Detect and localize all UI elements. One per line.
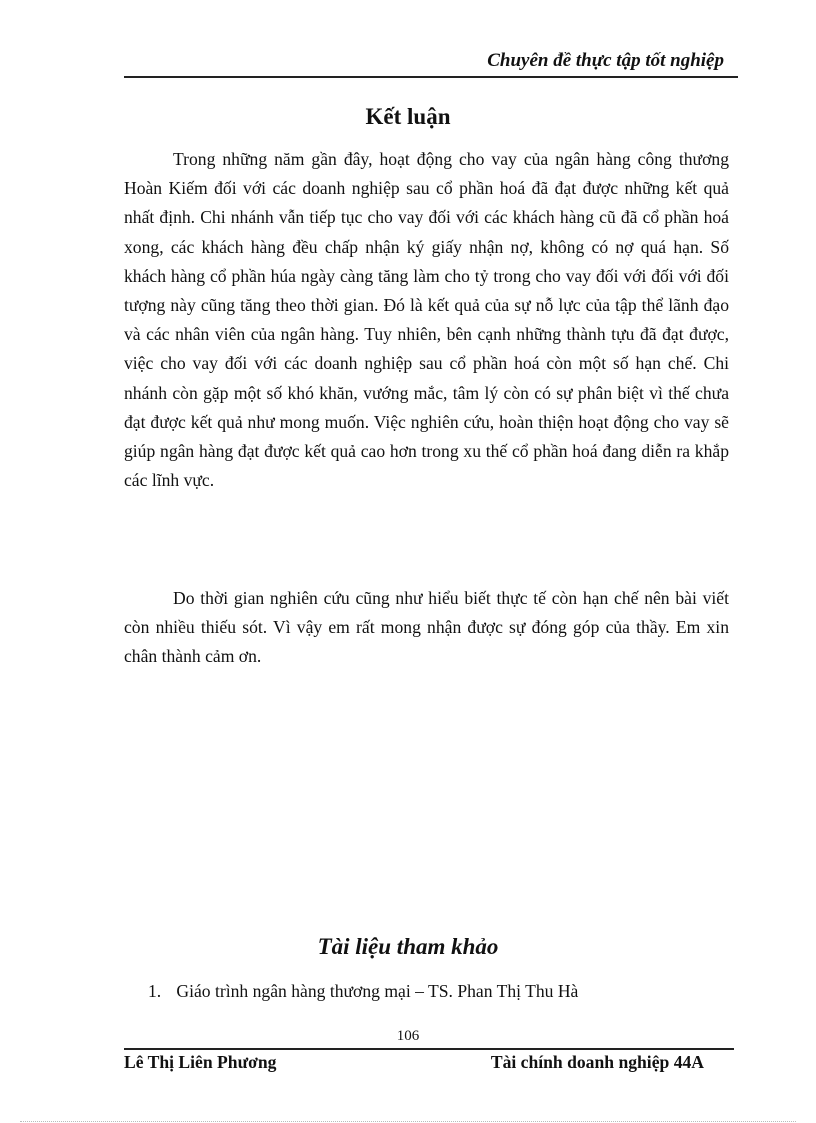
- reference-number: 1.: [148, 981, 162, 1001]
- conclusion-paragraph-1: Trong những năm gần đây, hoạt động cho vay của ngân hàng công thương Hoàn Kiếm đối với các doanh nghiệp sau cổ phần hoá đã đạt được những kết quả nhất định. Chi nhánh vẫn tiếp tục cho vay đối với các khách hàng cũ đã cổ phần hoá xong, các khách hàng đều chấp nhận ký giấy nhận nợ, không có nợ quá hạn. Số khách hàng cổ phần húa ngày càng tăng làm cho tỷ trong cho vay đối với đối với đối tượng này cũng tăng theo thời gian. Đó là kết quả của sự nỗ lực của tập thể lãnh đạo và các nhân viên của ngân hàng. Tuy nhiên, bên cạnh những thành tựu đã đạt được, việc cho vay đối với các doanh nghiệp sau cổ phần hoá còn một số hạn chế. Chi nhánh còn gặp một số khó khăn, vướng mắc, tâm lý còn có sự phân biệt vì thế chưa đạt được kết quả như mong muốn. Việc nghiên cứu, hoàn thiện hoạt động cho vay sẽ giúp ngân hàng đạt được kết quả cao hơn trong xu thế cổ phần hoá đang diễn ra khắp các lĩnh vực.: [124, 149, 729, 491]
- page-edge: [20, 1121, 796, 1122]
- reference-text: Giáo trình ngân hàng thương mại – TS. Phan Thị Thu Hà: [176, 981, 579, 1001]
- footer-class: Tài chính doanh nghiệp 44A: [490, 1052, 704, 1072]
- header-divider: [124, 76, 738, 78]
- footer-author: Lê Thị Liên Phương: [124, 1052, 277, 1072]
- reference-item: [148, 981, 578, 1002]
- header-title: Chuyên đề thực tập tốt nghiệp: [487, 50, 724, 71]
- references-heading: Tài liệu tham khảo: [317, 934, 499, 959]
- page-number: 106: [396, 1028, 420, 1044]
- conclusion-paragraph-2: Do thời gian nghiên cứu cũng như hiểu biết thực tế còn hạn chế nên bài viết còn nhiều thiếu sót. Vì vậy em rất mong nhận được sự đóng góp của thầy. Em xin chân thành cảm ơn.: [124, 588, 729, 667]
- conclusion-heading: Kết luận: [365, 104, 451, 129]
- footer-divider: [124, 1048, 734, 1050]
